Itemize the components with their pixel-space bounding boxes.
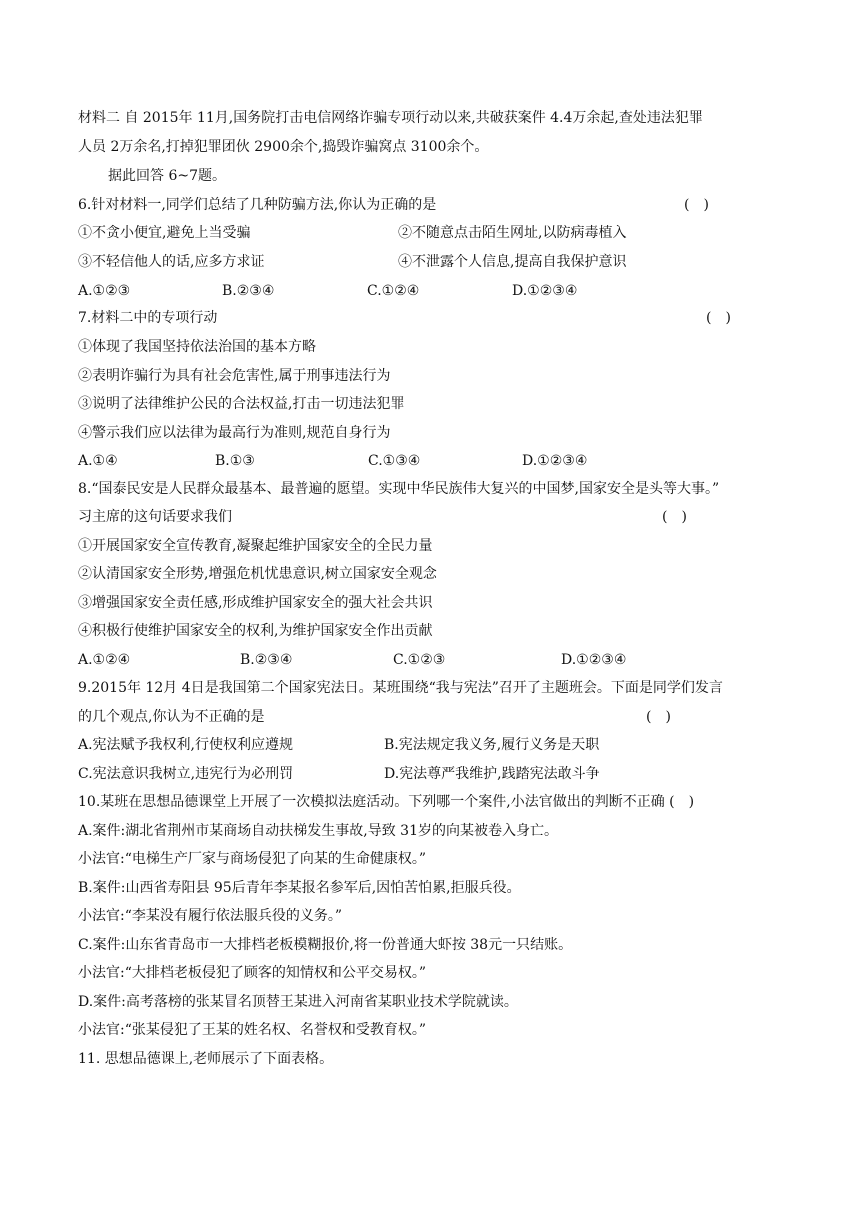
q7-statement-3: ③说明了法律维护公民的合法权益,打击一切违法犯罪 (78, 396, 405, 412)
q8-statement-1: ①开展国家安全宣传教育,凝聚起维护国家安全的全民力量 (78, 538, 433, 554)
q11-stem: 11. 思想品德课上,老师展示了下面表格。 (78, 1051, 334, 1067)
material2-prompt: 据此回答 6~7题。 (108, 168, 226, 184)
q8-option-c: C.①②③ (393, 652, 446, 668)
q8-statement-3: ③增强国家安全责任感,形成维护国家安全的强大社会共识 (78, 595, 433, 611)
q10-stem: 10.某班在思想品德课堂上开展了一次模拟法庭活动。下列哪一个案件,小法官做出的判断不正确 ( ) (78, 794, 695, 810)
q10-judge-b: 小法官:“李某没有履行依法服兵役的义务。” (78, 908, 343, 924)
q8-answer-blank: ( ) (662, 509, 687, 525)
q10-case-d: D.案件:高考落榜的张某冒名顶替王某进入河南省某职业技术学院就读。 (78, 994, 518, 1010)
q6-option-c: C.①②④ (367, 283, 420, 299)
q7-statement-2: ②表明诈骗行为具有社会危害性,属于刑事违法行为 (78, 368, 391, 384)
q6-answer-blank: ( ) (684, 197, 709, 213)
q9-answer-blank: ( ) (646, 709, 671, 725)
q7-statement-1: ①体现了我国坚持依法治国的基本方略 (78, 339, 316, 355)
q9-option-d: D.宪法尊严我维护,践踏宪法敢斗争 (384, 766, 600, 782)
q7-option-b: B.①③ (215, 453, 255, 469)
q6-statement-3: ③不轻信他人的话,应多方求证 (78, 254, 265, 270)
q7-option-a: A.①④ (78, 453, 118, 469)
q8-statement-4: ④积极行使维护国家安全的权利,为维护国家安全作出贡献 (78, 623, 433, 639)
q8-stem-line2: 习主席的这句话要求我们 (78, 509, 232, 525)
q6-statement-2: ②不随意点击陌生网址,以防病毒植入 (398, 225, 627, 241)
q6-statement-4: ④不泄露个人信息,提高自我保护意识 (398, 254, 627, 270)
q9-option-c: C.宪法意识我树立,违宪行为必刑罚 (78, 766, 294, 782)
q6-statement-1: ①不贪小便宜,避免上当受骗 (78, 225, 251, 241)
q6-option-b: B.②③④ (222, 283, 275, 299)
q10-judge-c: 小法官:“大排档老板侵犯了顾客的知情权和公平交易权。” (78, 965, 427, 981)
q10-case-a: A.案件:湖北省荆州市某商场自动扶梯发生事故,导致 31岁的向某被卷入身亡。 (78, 823, 558, 839)
q8-option-a: A.①②④ (78, 652, 131, 668)
q7-stem: 7.材料二中的专项行动 (78, 310, 218, 326)
q10-judge-d: 小法官:“张某侵犯了王某的姓名权、名誉权和受教育权。” (78, 1022, 427, 1038)
q8-statement-2: ②认清国家安全形势,增强危机忧患意识,树立国家安全观念 (78, 566, 437, 582)
q10-judge-a: 小法官:“电梯生产厂家与商场侵犯了向某的生命健康权。” (78, 851, 427, 867)
q10-case-c: C.案件:山东省青岛市一大排档老板模糊报价,将一份普通大虾按 38元一只结账。 (78, 937, 573, 953)
q8-option-b: B.②③④ (240, 652, 293, 668)
q7-answer-blank: ( ) (706, 310, 731, 326)
material2-line2: 人员 2万余名,打掉犯罪团伙 2900余个,捣毁诈骗窝点 3100余个。 (78, 139, 489, 155)
q8-stem-line1: 8.“国泰民安是人民群众最基本、最普遍的愿望。实现中华民族伟大复兴的中国梦,国家安全是头等大事。” (78, 481, 720, 497)
q9-option-b: B.宪法规定我义务,履行义务是天职 (384, 737, 600, 753)
q7-statement-4: ④警示我们应以法律为最高行为准则,规范自身行为 (78, 425, 391, 441)
q6-option-d: D.①②③④ (512, 283, 578, 299)
q8-option-d: D.①②③④ (561, 652, 627, 668)
q9-stem-line1: 9.2015年 12月 4日是我国第二个国家宪法日。某班围绕“我与宪法”召开了主题班会。下面是同学们发言 (78, 680, 723, 696)
material2-line1: 材料二 自 2015年 11月,国务院打击电信网络诈骗专项行动以来,共破获案件 4.4万余起,查处违法犯罪 (78, 110, 703, 126)
q10-case-b: B.案件:山西省寿阳县 95后青年李某报名参军后,因怕苦怕累,拒服兵役。 (78, 880, 521, 896)
q6-stem: 6.针对材料一,同学们总结了几种防骗方法,你认为正确的是 (78, 197, 437, 213)
q9-stem-line2: 的几个观点,你认为不正确的是 (78, 709, 265, 725)
q7-option-d: D.①②③④ (522, 453, 588, 469)
q6-option-a: A.①②③ (78, 283, 131, 299)
q7-option-c: C.①③④ (368, 453, 421, 469)
q9-option-a: A.宪法赋予我权利,行使权利应遵规 (78, 737, 294, 753)
